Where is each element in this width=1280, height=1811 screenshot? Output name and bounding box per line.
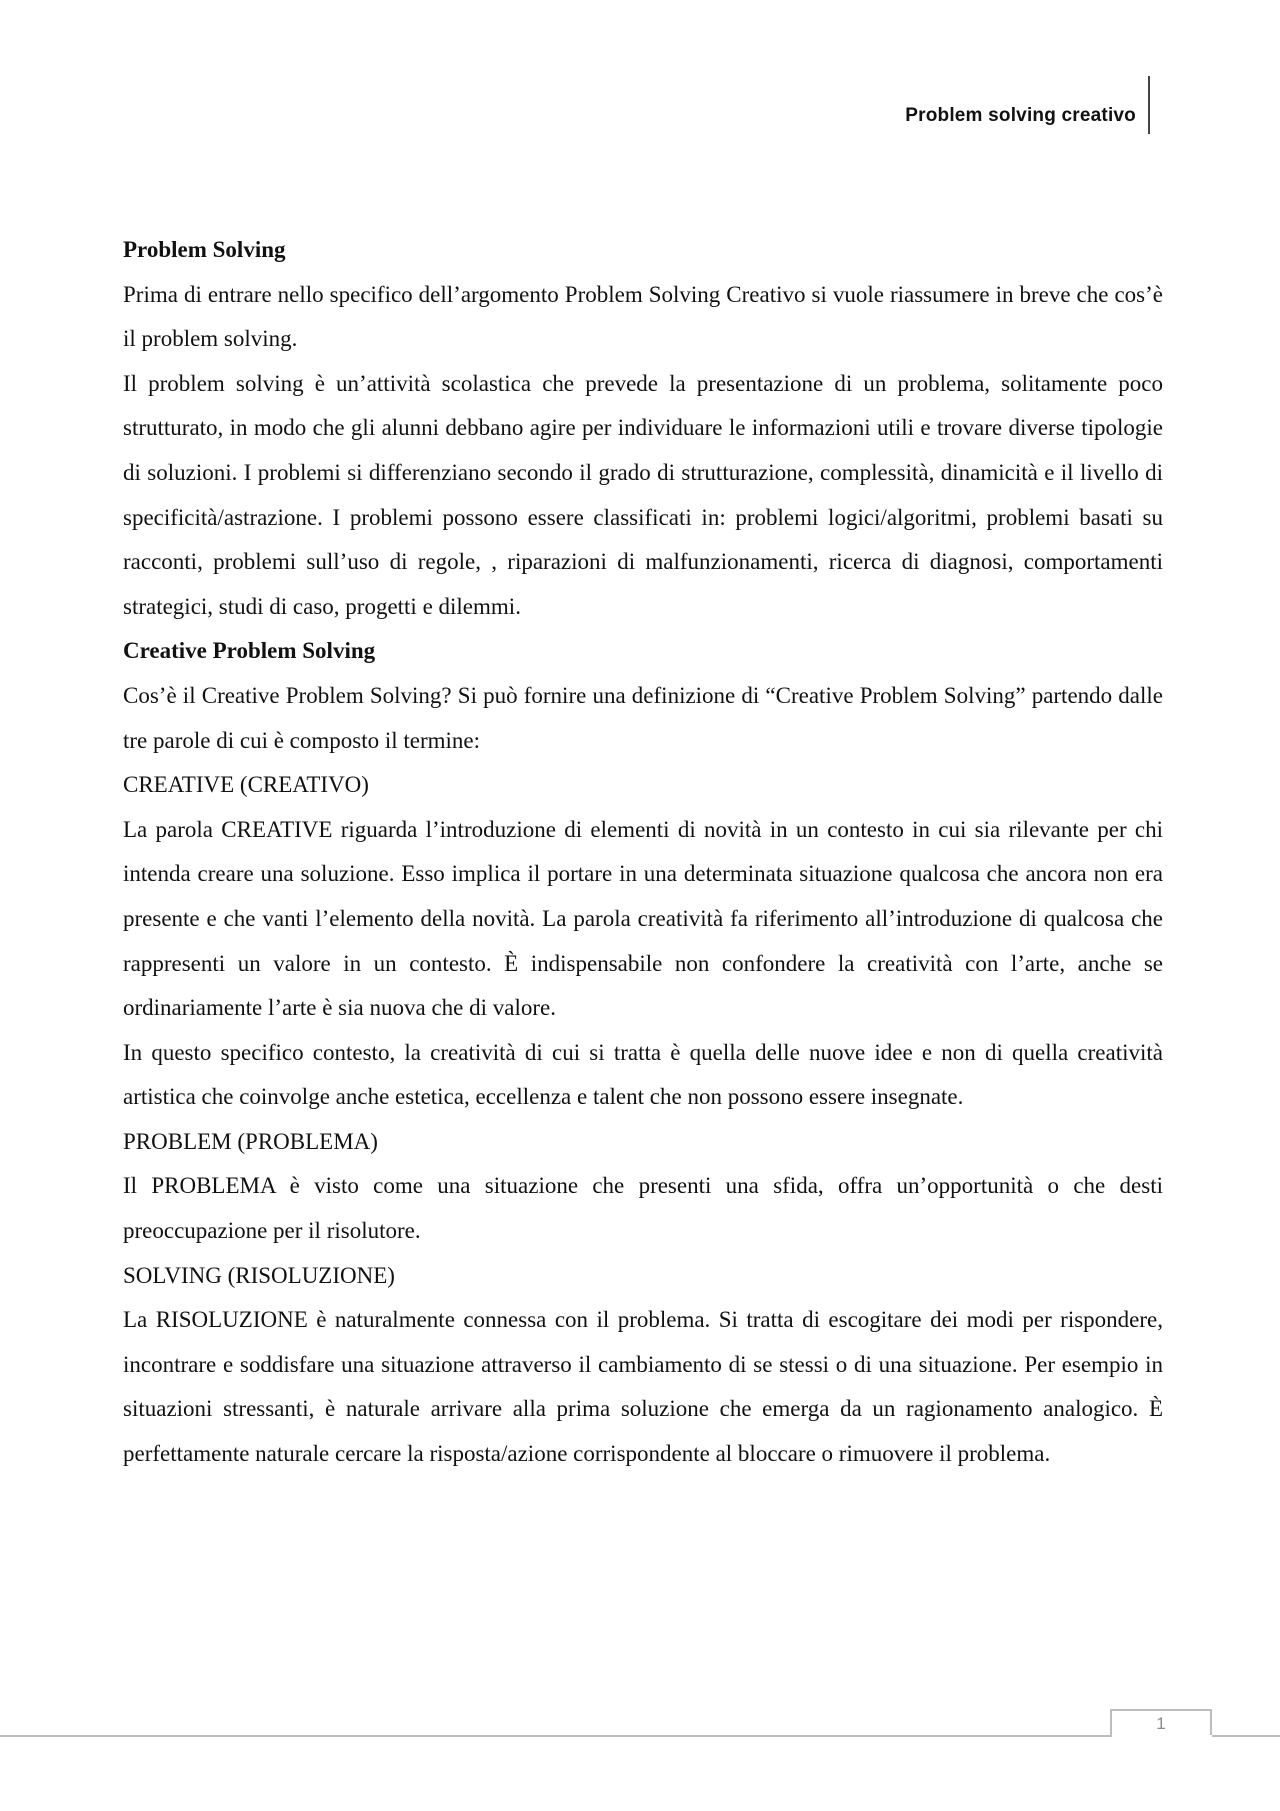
paragraph-intro: Prima di entrare nello specifico dell’argomento Problem Solving Creativo si vuole riassumere in breve che cos’è il problem solving.: [123, 281, 1163, 352]
paragraph-solving: La RISOLUZIONE è naturalmente connessa con il problema. Si tratta di escogitare dei modi per rispondere, incontrare e soddisfare una situazione attraverso il cambiamento di se stessi o di una situazione. Per esempio in situazioni stressanti, è naturale arrivare alla prima soluzione che emerga da un ragionamento analogico. È perfettamente naturale cercare la risposta/azione corrispondente al bloccare o rimuovere il problema.: [123, 1307, 1163, 1467]
paragraph-problem: Il PROBLEMA è visto come una situazione che presenti una sfida, offra un’opportunità o che desti preoccupazione per il risolutore.: [123, 1173, 1163, 1244]
paragraph-cps-definition: Cos’è il Creative Problem Solving? Si può fornire una definizione di “Creative Problem Solving” partendo dalle tre parole di cui è composto il termine:: [123, 682, 1163, 753]
section-heading-creative-problem-solving: Creative Problem Solving: [123, 638, 376, 664]
document-body: [123, 228, 1163, 1477]
paragraph-creative: La parola CREATIVE riguarda l’introduzione di elementi di novità in un contesto in cui sia rilevante per chi intenda creare una soluzione. Esso implica il portare in una determinata situazione qualcosa che ancora non era presente e che vanti l’elemento della novità. La parola creatività fa riferimento all’introduzione di qualcosa che rappresenti un valore in un contesto. È indispensabile non confondere la creatività con l’arte, anche se ordinariamente l’arte è sia nuova che di valore.: [123, 816, 1163, 1021]
footer-rule: [0, 1735, 1112, 1737]
section-heading-problem-solving: Problem Solving: [123, 237, 286, 262]
page-number-tab: [1110, 1709, 1212, 1735]
subheading-problem: PROBLEM (PROBLEMA): [123, 1128, 378, 1154]
subheading-solving: SOLVING (RISOLUZIONE): [123, 1262, 395, 1288]
page-number: 1: [1156, 1714, 1166, 1733]
paragraph-problem-solving-definition: Il problem solving è un’attività scolastica che prevede la presentazione di un problema, solitamente poco strutturato, in modo che gli alunni debbano agire per individuare le informazioni utili e trovare diverse tipologie di soluzioni. I problemi si differenziano secondo il grado di strutturazione, complessità, dinamicità e il livello di specificità/astrazione. I problemi possono essere classificati in: problemi logici/algoritmi, problemi basati su racconti, problemi sull’uso di regole, , riparazioni di malfunzionamenti, ricerca di diagnosi, comportamenti strategici, studi di caso, progetti e dilemmi.: [123, 370, 1163, 619]
running-header: Problem solving creativo: [905, 105, 1136, 126]
paragraph-creative-context: In questo specifico contesto, la creatività di cui si tratta è quella delle nuove idee e non di quella creatività artistica che coinvolge anche estetica, eccellenza e talent che non possono essere insegnate.: [123, 1039, 1163, 1110]
footer-rule-right: [1212, 1735, 1280, 1737]
header-vertical-rule: [1148, 76, 1150, 134]
subheading-creative: CREATIVE (CREATIVO): [123, 772, 369, 798]
